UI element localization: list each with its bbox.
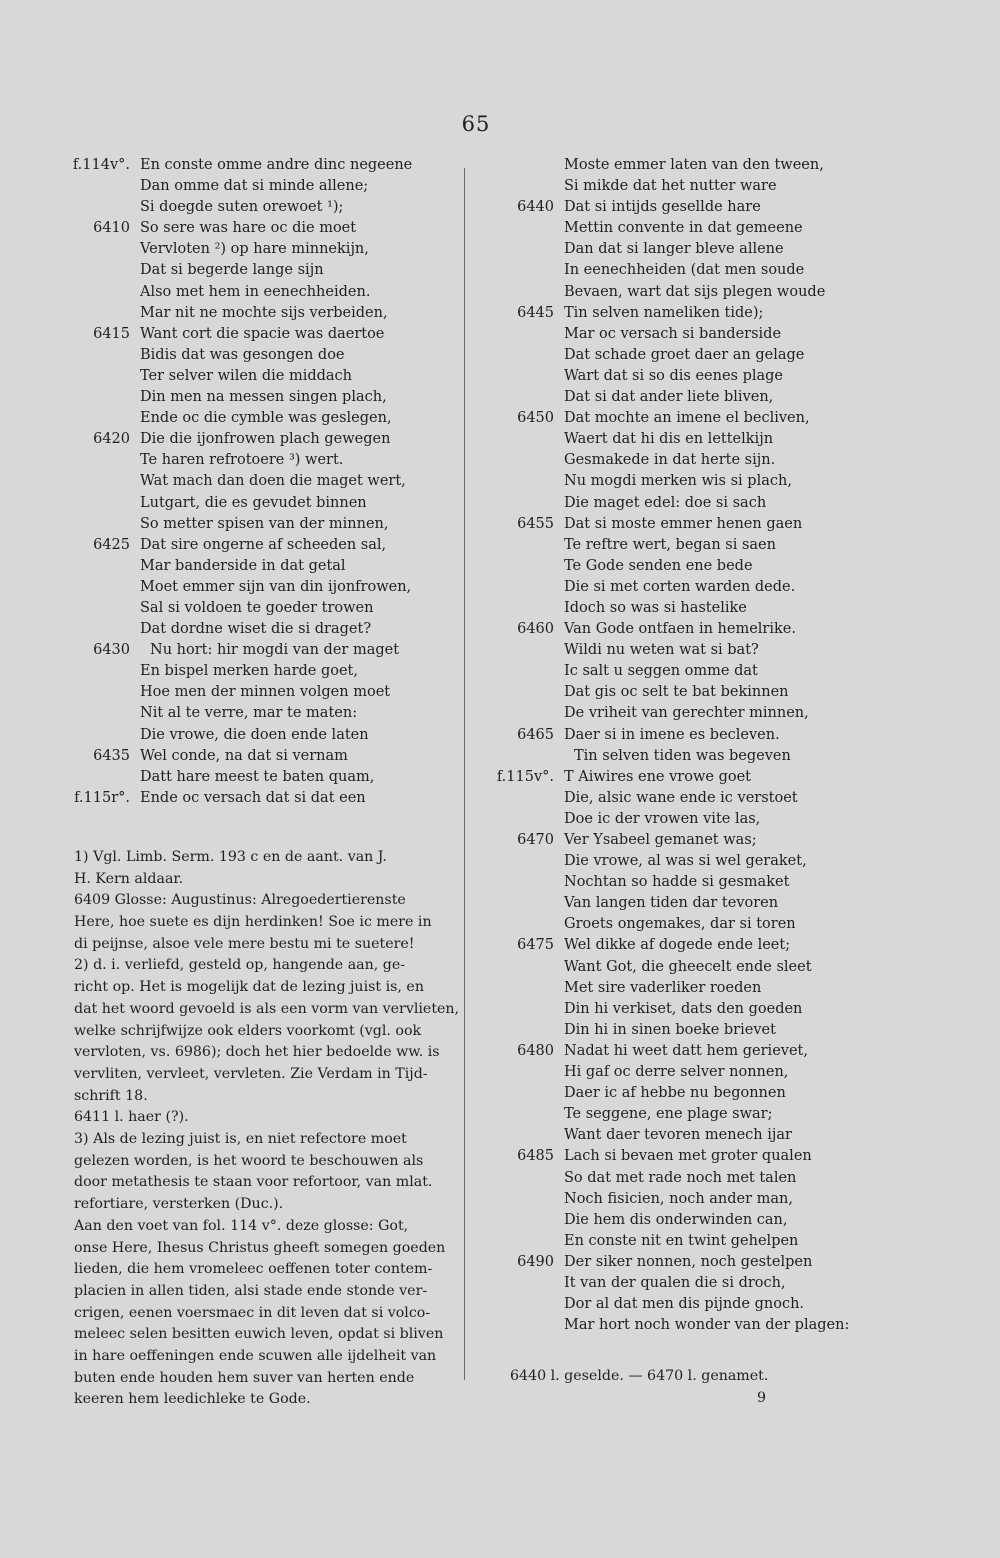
verse-number [64, 682, 140, 703]
verse-text: Mar hort noch wonder van der plagen: [564, 1317, 850, 1334]
verse-number [64, 387, 140, 408]
right-verse-line [488, 429, 848, 450]
footnote-line: vervloten, vs. 6986); doch het hier bedoelde ww. is [74, 1044, 440, 1061]
verse-text: Lutgart, die es gevudet binnen [140, 494, 367, 511]
right-verse-line [488, 218, 848, 239]
verse-number [64, 176, 140, 197]
verse-text: Tin selven tiden was begeven [574, 747, 791, 764]
verse-number [488, 1294, 564, 1315]
verse-text: So dat met rade noch met talen [564, 1169, 797, 1186]
verse-text: Te seggene, ene plage swar; [564, 1106, 773, 1123]
signature-mark: 9 [757, 1390, 767, 1406]
right-verse-line [488, 1210, 848, 1231]
left-verse-line [64, 514, 454, 535]
verse-text: Ende oc versach dat si dat een [140, 789, 366, 806]
left-verse-line [64, 197, 454, 218]
verse-text: Vervloten ²) op hare minnekijn, [140, 241, 369, 258]
verse-number [64, 282, 140, 303]
verse-text: Der siker nonnen, noch gestelpen [564, 1253, 813, 1270]
right-verse-line [488, 239, 848, 260]
left-verse-block [64, 155, 454, 809]
verse-text: Nu mogdi merken wis si plach, [564, 473, 792, 490]
verse-text: Mar oc versach si banderside [564, 325, 782, 342]
right-verse-line [488, 260, 848, 281]
right-verse-line [488, 809, 848, 830]
verse-text: Die die ijonfrowen plach gewegen [140, 431, 391, 448]
verse-number: 6460 [517, 621, 554, 638]
verse-text: Bidis dat was gesongen doe [140, 346, 345, 363]
right-verse-line [488, 914, 848, 935]
column-divider [464, 168, 465, 1380]
right-verse-line [488, 1062, 848, 1083]
right-verse-line [488, 577, 848, 598]
verse-text: Dat si moste emmer henen gaen [564, 515, 803, 532]
verse-number [64, 471, 140, 492]
footnote-line: vervliten, vervleet, vervleten. Zie Verdam in Tijd- [74, 1065, 428, 1082]
verse-number [488, 282, 564, 303]
left-verse-line [64, 725, 454, 746]
right-verse-line [488, 999, 848, 1020]
footnote-line: 6411 l. haer (?). [74, 1109, 189, 1126]
footnote-line: lieden, die hem vromeleec oeffenen toter contem- [74, 1261, 433, 1278]
left-verse-line [64, 239, 454, 260]
verse-text: Mar nit ne mochte sijs verbeiden, [140, 304, 388, 321]
verse-number [488, 703, 564, 724]
verse-number [488, 577, 564, 598]
verse-number [488, 1104, 564, 1125]
left-verse-line [64, 682, 454, 703]
verse-text: Hi gaf oc derre selver nonnen, [564, 1064, 789, 1081]
verse-text: Die maget edel: doe si sach [564, 494, 767, 511]
verse-text: Dat dordne wiset die si draget? [140, 621, 372, 638]
verse-number [488, 809, 564, 830]
left-verse-line [64, 366, 454, 387]
right-verse-line [488, 725, 848, 746]
verse-text: Si mikde dat het nutter ware [564, 178, 777, 195]
verse-number: 6455 [517, 515, 554, 532]
verse-text: Wildi nu weten wat si bat? [564, 642, 759, 659]
right-verse-line [488, 366, 848, 387]
verse-number [64, 345, 140, 366]
verse-text: Dat mochte an imene el becliven, [564, 410, 810, 427]
right-verse-line [488, 324, 848, 345]
verse-text: Wat mach dan doen die maget wert, [140, 473, 406, 490]
verse-number [64, 619, 140, 640]
footnote-line: dat het woord gevoeld is als een vorm van vervlieten, [74, 1000, 460, 1017]
left-verse-line [64, 303, 454, 324]
verse-text: Nadat hi weet datt hem gerievet, [564, 1042, 808, 1059]
right-verse-line [488, 1252, 848, 1273]
right-verse-line [488, 493, 848, 514]
right-verse-line [488, 197, 848, 218]
verse-number [488, 493, 564, 514]
verse-number [488, 978, 564, 999]
verse-number [488, 999, 564, 1020]
right-verse-line [488, 1294, 848, 1315]
left-verse-line [64, 387, 454, 408]
verse-number [488, 218, 564, 239]
verse-text: Want Got, die gheecelt ende sleet [564, 958, 812, 975]
left-verse-line [64, 556, 454, 577]
left-verse-line [64, 640, 454, 661]
left-verse-line [64, 535, 454, 556]
verse-number [488, 788, 564, 809]
footnote-line: Aan den voet van fol. 114 v°. deze glosse: Got, [74, 1217, 409, 1234]
right-verse-line [488, 556, 848, 577]
right-verse-line [488, 851, 848, 872]
right-verse-line [488, 1083, 848, 1104]
verse-number [488, 1273, 564, 1294]
verse-text: So metter spisen van der minnen, [140, 515, 389, 532]
verse-text: Dan omme dat si minde allene; [140, 178, 369, 195]
right-verse-line [488, 788, 848, 809]
verse-text: Groets ongemakes, dar si toren [564, 916, 796, 933]
verse-number [488, 682, 564, 703]
verse-text: Wart dat si so dis eenes plage [564, 367, 784, 384]
verse-number [488, 746, 564, 767]
right-verse-line [488, 1125, 848, 1146]
footnote-line: 3) Als de lezing juist is, en niet refectore moet [74, 1131, 407, 1148]
verse-number [64, 703, 140, 724]
footnote-line: keeren hem leedichleke te Gode. [74, 1391, 311, 1408]
left-verse-line [64, 176, 454, 197]
verse-number [488, 598, 564, 619]
verse-number: 6425 [93, 536, 130, 553]
verse-number [488, 1083, 564, 1104]
left-verse-line [64, 345, 454, 366]
left-verse-line [64, 767, 454, 788]
verse-text: Ic salt u seggen omme dat [564, 663, 758, 680]
verse-number [488, 1062, 564, 1083]
verse-number [488, 345, 564, 366]
verse-number: 6445 [517, 304, 554, 321]
verse-text: Dat gis oc selt te bat bekinnen [564, 684, 789, 701]
right-verse-line [488, 598, 848, 619]
verse-number [64, 450, 140, 471]
verse-text: Die, alsic wane ende ic verstoet [564, 789, 798, 806]
verse-text: Dat si intijds gesellde hare [564, 199, 761, 216]
right-verse-line [488, 1189, 848, 1210]
verse-number [488, 957, 564, 978]
verse-text: Datt hare meest te baten quam, [140, 768, 375, 785]
right-verse-line [488, 303, 848, 324]
verse-number [488, 155, 564, 176]
verse-text: Si doegde suten orewoet ¹); [140, 199, 344, 216]
verse-text: Ende oc die cymble was geslegen, [140, 410, 392, 427]
verse-number [488, 872, 564, 893]
verse-text: Daer si in imene es becleven. [564, 726, 780, 743]
right-verse-block [488, 155, 848, 1336]
verse-text: Din hi verkiset, dats den goeden [564, 1000, 803, 1017]
verse-text: Wel dikke af dogede ende leet; [564, 937, 791, 954]
right-verse-line [488, 703, 848, 724]
verse-number [64, 260, 140, 281]
footnote-line: di peijnse, alsoe vele mere bestu mi te suetere! [74, 935, 415, 952]
left-verse-line [64, 493, 454, 514]
right-verse-line [488, 387, 848, 408]
verse-text: Nu hort: hir mogdi van der maget [150, 642, 400, 659]
footnote-line: 2) d. i. verliefd, gesteld op, hangende aan, ge- [74, 957, 406, 974]
verse-text: Te Gode senden ene bede [564, 557, 753, 574]
verse-text: Dor al dat men dis pijnde gnoch. [564, 1296, 805, 1313]
footnote-line: H. Kern aldaar. [74, 870, 184, 887]
verse-text: En conste omme andre dinc negeene [140, 157, 413, 173]
verse-text: Sal si voldoen te goeder trowen [140, 599, 374, 616]
verse-text: Te haren refrotoere ³) wert. [140, 452, 344, 469]
right-verse-line [488, 661, 848, 682]
footnote-line: 1) Vgl. Limb. Serm. 193 c en de aant. van J. [74, 848, 387, 865]
right-verse-line [488, 935, 848, 956]
verse-text: Also met hem in eenechheiden. [140, 283, 371, 300]
verse-number [488, 1125, 564, 1146]
verse-number [488, 324, 564, 345]
verse-text: Die hem dis onderwinden can, [564, 1211, 788, 1228]
verse-number [64, 239, 140, 260]
verse-number: 6470 [517, 832, 554, 848]
footnote-line: welke schrijfwijze ook elders voorkomt (vgl. ook [74, 1022, 422, 1039]
verse-number: 6435 [93, 747, 130, 764]
verse-number: 6475 [517, 937, 554, 954]
verse-number [64, 556, 140, 577]
verse-text: Want cort die spacie was daertoe [140, 325, 385, 342]
verse-number [64, 408, 140, 429]
verse-text: Mettin convente in dat gemeene [564, 220, 803, 237]
left-verse-line [64, 450, 454, 471]
right-verse-line [488, 408, 848, 429]
verse-number [488, 661, 564, 682]
verse-number: 6450 [517, 410, 554, 427]
verse-number [64, 725, 140, 746]
left-verse-line [64, 703, 454, 724]
left-verse-line [64, 408, 454, 429]
verse-text: Ver Ysabeel gemanet was; [564, 832, 757, 848]
left-verse-line [64, 155, 454, 176]
verse-number [64, 303, 140, 324]
verse-number: f.114v°. [72, 157, 130, 173]
verse-text: Noch fisicien, noch ander man, [564, 1190, 793, 1207]
verse-number [64, 767, 140, 788]
footnote-line: buten ende houden hem suver van herten ende [74, 1369, 415, 1386]
verse-number [488, 556, 564, 577]
footnote-line: door metathesis te staan voor refortoor, van mlat. [74, 1174, 433, 1191]
verse-text: En conste nit en twint gehelpen [564, 1232, 799, 1249]
verse-number [64, 661, 140, 682]
verse-number: 6430 [93, 642, 130, 659]
verse-number [488, 1315, 564, 1336]
verse-text: Ter selver wilen die middach [140, 367, 353, 384]
verse-number [488, 176, 564, 197]
right-verse-line [488, 535, 848, 556]
verse-text: Hoe men der minnen volgen moet [140, 684, 391, 701]
right-verse-line [488, 1231, 848, 1252]
verse-number [488, 1210, 564, 1231]
verse-number [488, 429, 564, 450]
footnote-line: in hare oeffeningen ende scuwen alle ijdelheit van [74, 1348, 437, 1365]
verse-text: Waert dat hi dis en lettelkijn [564, 431, 774, 448]
verse-text: Bevaen, wart dat sijs plegen woude [564, 283, 826, 300]
verse-text: It van der qualen die si droch, [564, 1274, 786, 1291]
left-verse-line [64, 598, 454, 619]
verse-text: Dat sire ongerne af scheeden sal, [140, 536, 387, 553]
verse-text: Tin selven nameliken tide); [564, 304, 764, 321]
verse-text: Gesmakede in dat herte sijn. [564, 452, 776, 469]
verse-text: T Aiwires ene vrowe goet [564, 768, 751, 785]
verse-text: Die si met corten warden dede. [564, 578, 796, 595]
verse-number: 6490 [517, 1253, 554, 1270]
right-verse-line [488, 746, 848, 767]
footnote-line: richt op. Het is mogelijk dat de lezing juist is, en [74, 979, 424, 996]
verse-number [64, 493, 140, 514]
footnote-line: crigen, eenen voersmaec in dit leven dat si volco- [74, 1304, 431, 1321]
right-column [488, 155, 848, 1336]
right-verse-line [488, 640, 848, 661]
right-verse-line [488, 893, 848, 914]
verse-number [488, 640, 564, 661]
verse-number [488, 893, 564, 914]
verse-number [64, 577, 140, 598]
right-verse-line [488, 1146, 848, 1167]
footnote-line: refortiare, versterken (Duc.). [74, 1196, 284, 1213]
right-verse-line [488, 345, 848, 366]
verse-number: 6440 [517, 199, 554, 216]
right-verse-line [488, 1020, 848, 1041]
verse-number: 6420 [93, 431, 130, 448]
verse-text: Dat si dat ander liete bliven, [564, 389, 774, 406]
right-verse-line [488, 1104, 848, 1125]
verse-text: Want daer tevoren menech ijar [564, 1127, 792, 1144]
verse-number [488, 914, 564, 935]
right-verse-line [488, 1041, 848, 1062]
footnote-line: gelezen worden, is het woord te beschouwen als [74, 1152, 424, 1169]
verse-text: Nit al te verre, mar te maten: [140, 705, 358, 722]
left-verse-line [64, 471, 454, 492]
verse-number [488, 387, 564, 408]
left-column [64, 155, 460, 1411]
verse-text: Met sire vaderliker roeden [564, 979, 762, 996]
right-verse-line [488, 1273, 848, 1294]
verse-text: Din hi in sinen boeke brievet [564, 1021, 776, 1038]
left-verse-line [64, 282, 454, 303]
verse-text: Die vrowe, die doen ende laten [140, 726, 369, 743]
right-verse-line [488, 830, 848, 851]
left-verse-line [64, 577, 454, 598]
verse-number: 6480 [517, 1042, 554, 1059]
right-verse-line [488, 155, 848, 176]
footnote-line: onse Here, Ihesus Christus gheeft somegen goeden [74, 1239, 446, 1256]
verse-text: Te reftre wert, began si saen [564, 536, 776, 553]
verse-number [488, 535, 564, 556]
verse-text: Mar banderside in dat getal [140, 557, 346, 574]
right-verse-line [488, 514, 848, 535]
verse-text: Nochtan so hadde si gesmaket [564, 874, 790, 891]
right-verse-line [488, 176, 848, 197]
verse-number [488, 1168, 564, 1189]
verse-text: Dan dat si langer bleve allene [564, 241, 784, 258]
left-verse-line [64, 746, 454, 767]
verse-number [488, 1231, 564, 1252]
left-verse-line [64, 619, 454, 640]
verse-text: Die vrowe, al was si wel geraket, [564, 853, 807, 870]
right-verse-line [488, 872, 848, 893]
verse-number [488, 851, 564, 872]
verse-number: f.115v°. [496, 768, 554, 785]
left-verse-line [64, 218, 454, 239]
left-notes [64, 847, 460, 1411]
verse-text: In eenechheiden (dat men soude [564, 262, 805, 279]
verse-number [488, 1189, 564, 1210]
left-verse-line [64, 260, 454, 281]
verse-number [64, 514, 140, 535]
footnote-line: schrift 18. [74, 1087, 148, 1104]
verse-number [488, 471, 564, 492]
verse-number [488, 366, 564, 387]
left-verse-line [64, 661, 454, 682]
verse-text: Van Gode ontfaen in hemelrike. [564, 621, 796, 638]
verse-text: Daer ic af hebbe nu begonnen [564, 1085, 786, 1102]
footnote-line: meleec selen besitten euwich leven, opdat si bliven [74, 1326, 444, 1343]
right-verse-line [488, 1315, 848, 1336]
verse-number: 6415 [93, 325, 130, 342]
verse-number [488, 450, 564, 471]
right-verse-line [488, 619, 848, 640]
footnote-line: placien in allen tiden, alsi stade ende stonde ver- [74, 1282, 428, 1299]
verse-text: En bispel merken harde goet, [140, 663, 358, 680]
left-verse-line [64, 429, 454, 450]
verse-number: 6465 [517, 726, 554, 743]
right-foot-note: 6440 l. geselde. — 6470 l. genamet. [510, 1368, 769, 1384]
page-number: 65 [461, 112, 491, 136]
verse-text: So sere was hare oc die moet [140, 220, 357, 237]
right-verse-line [488, 978, 848, 999]
footnote-line: 6409 Glosse: Augustinus: Alregoedertierenste [74, 892, 406, 909]
right-verse-line [488, 767, 848, 788]
left-verse-line [64, 324, 454, 345]
verse-number [64, 197, 140, 218]
verse-text: Moet emmer sijn van din ijonfrowen, [140, 578, 412, 595]
verse-text: Van langen tiden dar tevoren [564, 895, 779, 912]
right-verse-line [488, 450, 848, 471]
verse-text: Wel conde, na dat si vernam [140, 747, 348, 764]
verse-text: Din men na messen singen plach, [140, 389, 387, 406]
right-verse-line [488, 471, 848, 492]
verse-number [64, 366, 140, 387]
verse-text: Dat schade groet daer an gelage [564, 346, 805, 363]
verse-number [488, 239, 564, 260]
verse-number: 6410 [93, 220, 130, 237]
verse-text: Dat si begerde lange sijn [140, 262, 324, 279]
verse-text: Idoch so was si hastelike [564, 599, 747, 616]
verse-number [488, 260, 564, 281]
verse-text: De vriheit van gerechter minnen, [564, 705, 809, 722]
left-verse-line [64, 788, 454, 809]
verse-number [488, 1020, 564, 1041]
verse-number [64, 598, 140, 619]
right-verse-line [488, 282, 848, 303]
verse-text: Doe ic der vrowen vite las, [564, 810, 761, 827]
right-verse-line [488, 682, 848, 703]
verse-text: Lach si bevaen met groter qualen [564, 1148, 812, 1165]
right-verse-line [488, 957, 848, 978]
verse-number: f.115r°. [74, 789, 130, 806]
right-verse-line [488, 1168, 848, 1189]
verse-text: Moste emmer laten van den tween, [564, 157, 824, 173]
footnote-line: Here, hoe suete es dijn herdinken! Soe ic mere in [74, 914, 432, 931]
verse-number: 6485 [517, 1148, 554, 1165]
